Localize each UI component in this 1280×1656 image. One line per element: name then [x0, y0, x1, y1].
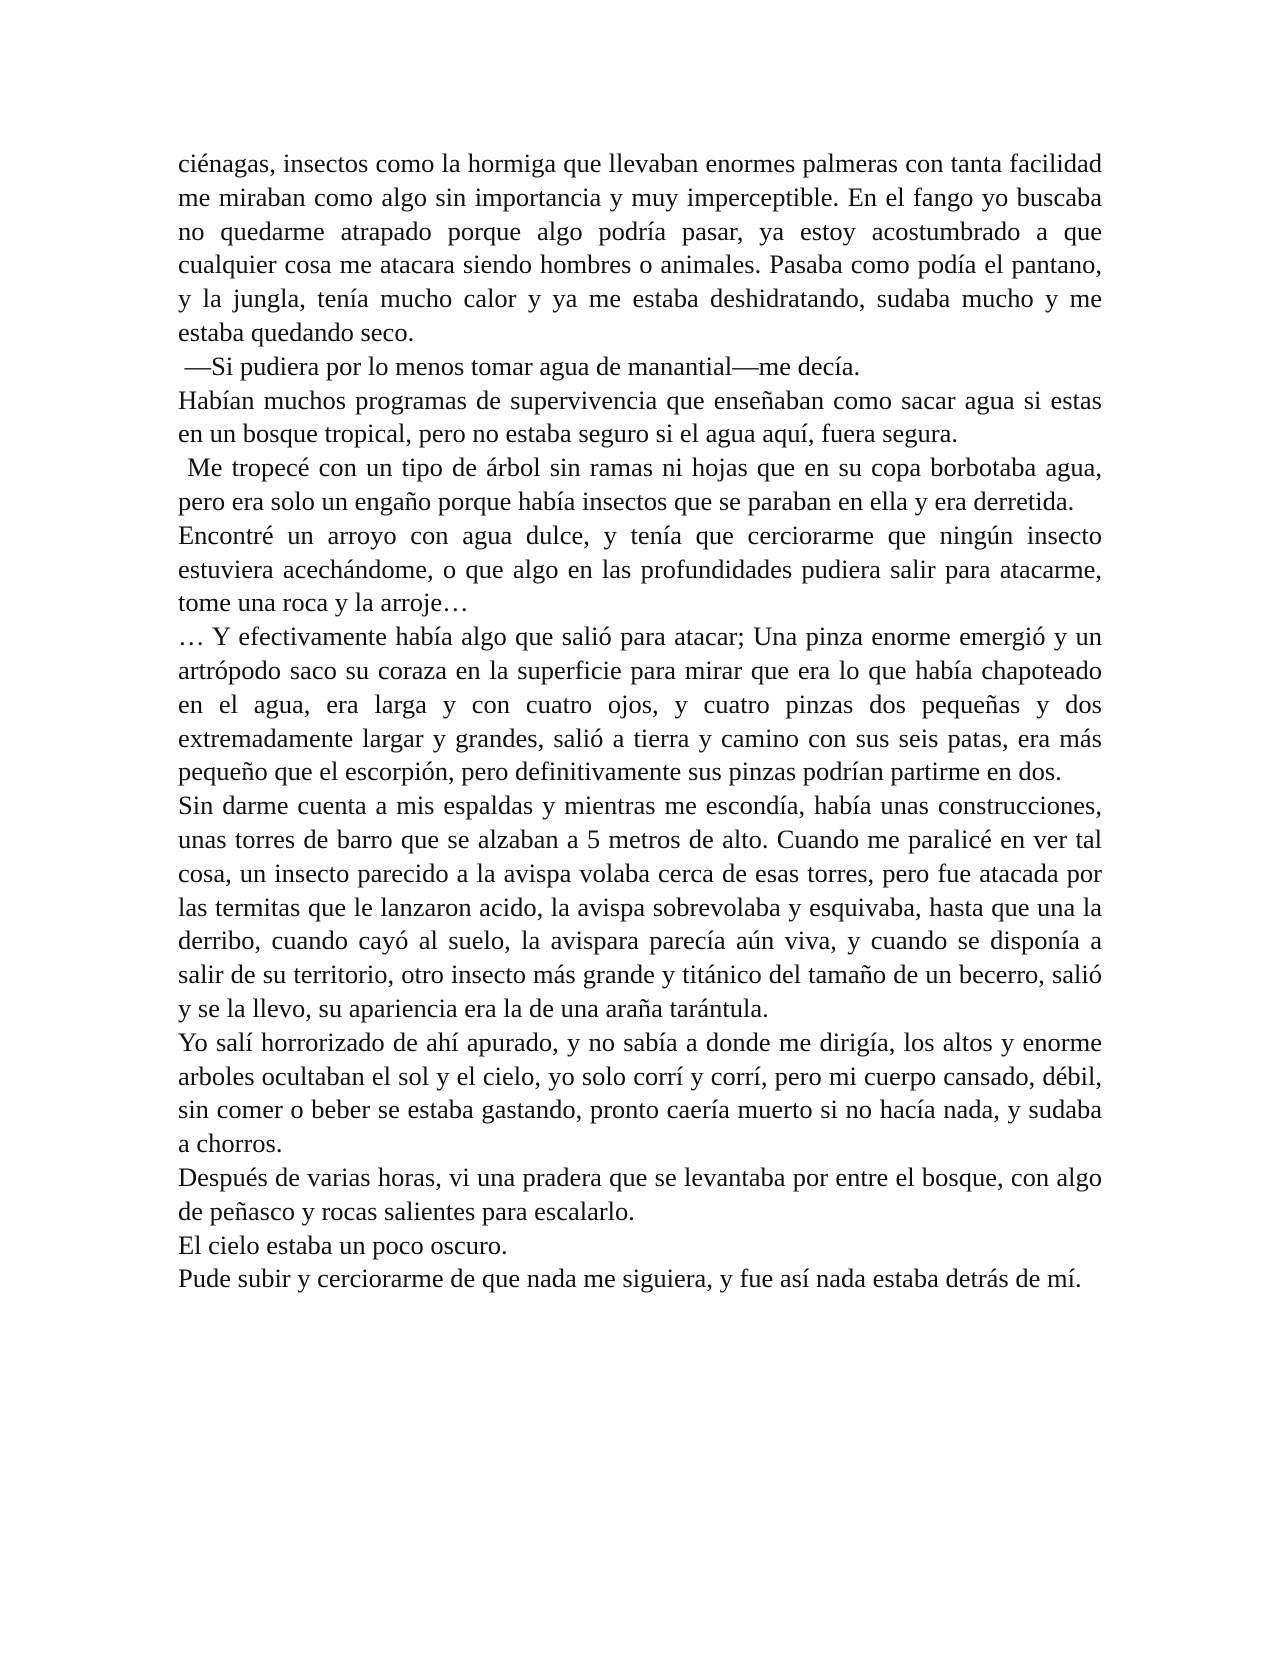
paragraph-9: Después de varias horas, vi una pradera que se levantaba por entre el bosque, con algo de peñasco y rocas salientes para escalarlo.	[178, 1161, 1109, 1226]
paragraph-3: Habían muchos programas de supervivencia que enseñaban como sacar agua si estas en un bosque tropical, pero no estaba seguro si el agua aquí, fuera segura.	[178, 384, 1109, 449]
paragraph-8: Yo salí horrorizado de ahí apurado, y no sabía a donde me dirigía, los altos y enorme arboles ocultaban el sol y el cielo, yo solo corrí y corrí, pero mi cuerpo cansado, débil, sin comer o beber se estaba gastando, pronto caería muerto si no hacía nada, y sudaba a chorros.	[178, 1026, 1109, 1159]
paragraph-10: El cielo estaba un poco oscuro.	[178, 1229, 508, 1260]
paragraph-6: … Y efectivamente había algo que salió para atacar; Una pinza enorme emergió y un artrópodo saco su coraza en la superficie para mirar que era lo que había chapoteado en el agua, era larga y con cuatro ojos, y cuatro pinzas dos pequeñas y dos extremadamente largar y grandes, salió a tierra y camino con sus seis patas, era más pequeño que el escorpión, pero definitivamente sus pinzas podrían partirme en dos.	[178, 621, 1109, 787]
paragraph-11: Pude subir y cerciorarme de que nada me siguiera, y fue así nada estaba detrás de mí.	[178, 1263, 1082, 1294]
paragraph-2: —Si pudiera por lo menos tomar agua de manantial—me decía.	[178, 350, 861, 381]
paragraph-5: Encontré un arroyo con agua dulce, y tenía que cerciorarme que ningún insecto estuviera acechándome, o que algo en las profundidades pudiera salir para atacarme, tome una roca y la arroje…	[178, 519, 1109, 618]
paragraph-4: Me tropecé con un tipo de árbol sin ramas ni hojas que en su copa borbotaba agua, pero era solo un engaño porque había insectos que se paraban en ella y era derretida.	[178, 452, 1109, 516]
paragraph-7: Sin darme cuenta a mis espaldas y mientras me escondía, había unas construcciones, unas torres de barro que se alzaban a 5 metros de alto. Cuando me paralicé en ver tal cosa, un insecto parecido a la avispa volaba cerca de esas torres, pero fue atacada por las termitas que le lanzaron acido, la avispa sobrevolaba y esquivaba, hasta que una la derribo, cuando cayó al suelo, la avispara parecía aún viva, y cuando se disponía a salir de su territorio, otro insecto más grande y titánico del tamaño de un becerro, salió y se la llevo, su apariencia era la de una araña tarántula.	[178, 790, 1109, 1023]
paragraph-1: ciénagas, insectos como la hormiga que llevaban enormes palmeras con tanta facilidad me miraban como algo sin importancia y muy imperceptible. En el fango yo buscaba no quedarme atrapado porque algo podría pasar, ya estoy acostumbrado a que cualquier cosa me atacara siendo hombres o animales. Pasaba como podía el pantano, y la jungla, tenía mucho calor y ya me estaba deshidratando, sudaba mucho y me estaba quedando seco.	[178, 148, 1109, 347]
body-text	[178, 147, 1109, 1296]
